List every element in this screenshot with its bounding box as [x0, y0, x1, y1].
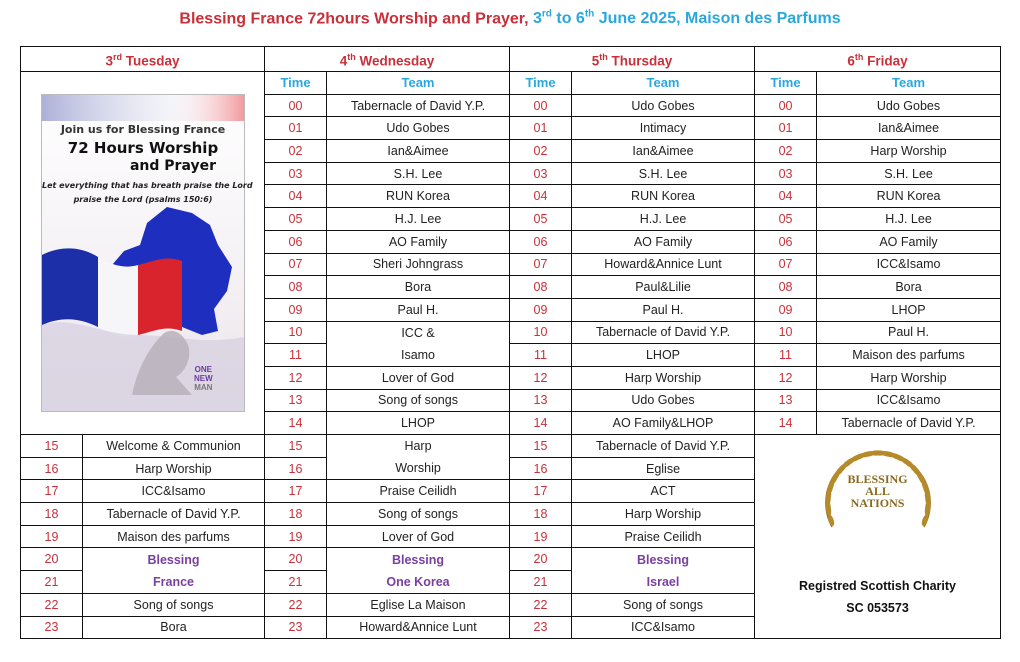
team-cell: Song of songs [327, 389, 510, 412]
day-header-row [21, 47, 1001, 72]
time-cell: 12 [265, 366, 327, 389]
time-cell: 06 [755, 230, 817, 253]
time-cell: 15 [21, 435, 83, 458]
time-cell: 14 [265, 412, 327, 435]
team-cell: RUN Korea [817, 185, 1001, 208]
team-cell: S.H. Lee [817, 162, 1001, 185]
team-cell: RUN Korea [327, 185, 510, 208]
time-cell: 22 [21, 593, 83, 616]
team-cell: Tabernacle of David Y.P. [327, 94, 510, 117]
event-dates: 3rd to 6th June 2025, Maison des Parfums [533, 9, 841, 28]
day-header [21, 47, 265, 72]
time-cell: 08 [510, 276, 572, 299]
time-cell: 23 [265, 616, 327, 639]
time-cell: 04 [265, 185, 327, 208]
team-cell: Howard&Annice Lunt [327, 616, 510, 639]
time-column-header: Time [510, 72, 572, 95]
day-suffix: th [599, 51, 608, 62]
time-cell: 21 [265, 571, 327, 594]
column-header-row [21, 72, 1001, 95]
time-cell: 16 [510, 457, 572, 480]
time-cell: 10 [755, 321, 817, 344]
team-cell: AO Family [572, 230, 755, 253]
team-cell: Isamo [327, 344, 510, 367]
team-cell: Bora [83, 616, 265, 639]
day-name: Tuesday [125, 53, 180, 69]
time-cell: 19 [510, 525, 572, 548]
team-cell: H.J. Lee [817, 208, 1001, 231]
team-cell: ICC&Isamo [83, 480, 265, 503]
time-cell: 13 [265, 389, 327, 412]
team-cell: Paul H. [817, 321, 1001, 344]
team-cell: ICC & [327, 321, 510, 344]
poster-line-5: praise the Lord (psalms 150:6) [73, 195, 213, 204]
time-cell: 13 [755, 389, 817, 412]
team-cell: ICC&Isamo [572, 616, 755, 639]
team-cell: Tabernacle of David Y.P. [817, 412, 1001, 435]
team-cell: Israel [572, 571, 755, 594]
time-cell: 07 [265, 253, 327, 276]
flag-blue [42, 248, 98, 327]
day-number: 5 [591, 53, 600, 69]
team-cell: Blessing [572, 548, 755, 571]
time-cell: 02 [510, 140, 572, 163]
team-cell: AO Family [817, 230, 1001, 253]
poster-cell [21, 72, 265, 435]
poster-line-3: and Prayer [129, 158, 217, 174]
team-cell: Udo Gobes [572, 389, 755, 412]
day-name: Wednesday [359, 53, 435, 69]
team-cell: Lover of God [327, 366, 510, 389]
day-suffix: rd [112, 51, 122, 62]
time-cell: 21 [510, 571, 572, 594]
team-cell: H.J. Lee [572, 208, 755, 231]
team-cell: Harp [327, 435, 510, 458]
team-cell: Tabernacle of David Y.P. [572, 435, 755, 458]
time-cell: 06 [265, 230, 327, 253]
time-cell: 02 [265, 140, 327, 163]
team-cell: Intimacy [572, 117, 755, 140]
team-cell: S.H. Lee [327, 162, 510, 185]
day-number: 3 [105, 53, 113, 69]
hour-row [21, 435, 1001, 458]
team-cell: ACT [572, 480, 755, 503]
team-cell: Song of songs [83, 593, 265, 616]
team-cell: H.J. Lee [327, 208, 510, 231]
time-cell: 16 [265, 457, 327, 480]
time-cell: 07 [510, 253, 572, 276]
time-cell: 03 [755, 162, 817, 185]
time-cell: 09 [755, 298, 817, 321]
time-cell: 00 [510, 94, 572, 117]
team-cell: Tabernacle of David Y.P. [572, 321, 755, 344]
day-suffix: th [347, 51, 356, 62]
day-header [510, 47, 755, 72]
time-cell: 22 [265, 593, 327, 616]
time-cell: 12 [755, 366, 817, 389]
time-cell: 11 [755, 344, 817, 367]
team-cell: AO Family [327, 230, 510, 253]
time-cell: 14 [755, 412, 817, 435]
time-cell: 04 [755, 185, 817, 208]
day-name: Thursday [611, 53, 673, 69]
team-cell: LHOP [327, 412, 510, 435]
time-cell: 10 [510, 321, 572, 344]
team-cell: Harp Worship [817, 140, 1001, 163]
day-number: 6 [847, 53, 855, 69]
flag-white [98, 257, 138, 337]
logo-line-1: BLESSING [847, 472, 908, 486]
logo-line-3: NATIONS [850, 496, 905, 510]
team-cell: Paul H. [327, 298, 510, 321]
time-cell: 02 [755, 140, 817, 163]
time-cell: 15 [265, 435, 327, 458]
time-cell: 05 [510, 208, 572, 231]
team-cell: Bora [817, 276, 1001, 299]
team-cell: LHOP [817, 298, 1001, 321]
team-cell: Blessing [83, 548, 265, 571]
time-cell: 17 [510, 480, 572, 503]
charity-line-1: Registred Scottish Charity [799, 579, 957, 593]
time-cell: 04 [510, 185, 572, 208]
time-cell: 03 [510, 162, 572, 185]
time-cell: 20 [510, 548, 572, 571]
team-cell: ICC&Isamo [817, 389, 1001, 412]
day-name: Friday [867, 53, 908, 69]
event-title: Blessing France 72hours Worship and Prayer, [179, 10, 529, 28]
team-cell: Song of songs [572, 593, 755, 616]
team-cell: Worship [327, 457, 510, 480]
team-cell: Udo Gobes [327, 117, 510, 140]
time-cell: 01 [265, 117, 327, 140]
day-number: 4 [339, 53, 348, 69]
logo-cell [755, 435, 1001, 639]
time-column-header: Time [755, 72, 817, 95]
time-cell: 16 [21, 457, 83, 480]
team-column-header: Team [572, 72, 755, 95]
team-cell: Harp Worship [817, 366, 1001, 389]
one-new-man-badge: ONE NEW MAN [194, 365, 213, 392]
time-cell: 13 [510, 389, 572, 412]
time-cell: 23 [21, 616, 83, 639]
time-cell: 23 [510, 616, 572, 639]
team-column-header: Team [327, 72, 510, 95]
team-cell: Ian&Aimee [817, 117, 1001, 140]
team-cell: Lover of God [327, 525, 510, 548]
team-cell: Eglise [572, 457, 755, 480]
team-cell: AO Family&LHOP [572, 412, 755, 435]
team-cell: Udo Gobes [817, 94, 1001, 117]
team-cell: Ian&Aimee [572, 140, 755, 163]
time-cell: 22 [510, 593, 572, 616]
time-cell: 05 [755, 208, 817, 231]
time-cell: 05 [265, 208, 327, 231]
charity-number: SC 053573 [846, 601, 909, 615]
team-cell: Howard&Annice Lunt [572, 253, 755, 276]
team-cell: Udo Gobes [572, 94, 755, 117]
team-cell: Tabernacle of David Y.P. [83, 503, 265, 526]
team-cell: Ian&Aimee [327, 140, 510, 163]
event-poster [41, 94, 253, 412]
team-cell: Sheri Johngrass [327, 253, 510, 276]
time-cell: 17 [265, 480, 327, 503]
logo-line-2: ALL [865, 484, 890, 498]
time-cell: 21 [21, 571, 83, 594]
time-cell: 11 [265, 344, 327, 367]
time-cell: 07 [755, 253, 817, 276]
team-cell: Welcome & Communion [83, 435, 265, 458]
time-cell: 01 [510, 117, 572, 140]
day-header [755, 47, 1001, 72]
team-cell: France [83, 571, 265, 594]
team-cell: Eglise La Maison [327, 593, 510, 616]
time-cell: 00 [265, 94, 327, 117]
team-column-header: Team [817, 72, 1001, 95]
team-cell: Praise Ceilidh [572, 525, 755, 548]
flag-red [138, 258, 182, 335]
time-cell: 10 [265, 321, 327, 344]
team-cell: Harp Worship [83, 457, 265, 480]
team-cell: Paul&Lilie [572, 276, 755, 299]
time-cell: 00 [755, 94, 817, 117]
team-cell: ICC&Isamo [817, 253, 1001, 276]
team-cell: RUN Korea [572, 185, 755, 208]
schedule-table [20, 46, 1001, 639]
team-cell: Blessing [327, 548, 510, 571]
team-cell: Paul H. [572, 298, 755, 321]
team-cell: Harp Worship [572, 366, 755, 389]
team-cell: Bora [327, 276, 510, 299]
team-cell: Praise Ceilidh [327, 480, 510, 503]
time-cell: 15 [510, 435, 572, 458]
time-cell: 08 [755, 276, 817, 299]
team-cell: S.H. Lee [572, 162, 755, 185]
time-cell: 12 [510, 366, 572, 389]
time-cell: 17 [21, 480, 83, 503]
poster-line-1: Join us for Blessing France [60, 123, 226, 136]
day-suffix: th [854, 51, 864, 62]
day-header [265, 47, 510, 72]
time-cell: 06 [510, 230, 572, 253]
time-cell: 14 [510, 412, 572, 435]
time-column-header: Time [265, 72, 327, 95]
time-cell: 20 [21, 548, 83, 571]
time-cell: 08 [265, 276, 327, 299]
time-cell: 19 [21, 525, 83, 548]
time-cell: 18 [21, 503, 83, 526]
team-cell: One Korea [327, 571, 510, 594]
team-cell: Maison des parfums [817, 344, 1001, 367]
time-cell: 01 [755, 117, 817, 140]
time-cell: 18 [510, 503, 572, 526]
team-cell: Harp Worship [572, 503, 755, 526]
team-cell: LHOP [572, 344, 755, 367]
time-cell: 19 [265, 525, 327, 548]
time-cell: 20 [265, 548, 327, 571]
time-cell: 09 [510, 298, 572, 321]
time-cell: 03 [265, 162, 327, 185]
time-cell: 11 [510, 344, 572, 367]
page-title [0, 9, 1020, 28]
poster-line-2: 72 Hours Worship [67, 139, 219, 157]
team-cell: Song of songs [327, 503, 510, 526]
time-cell: 09 [265, 298, 327, 321]
time-cell: 18 [265, 503, 327, 526]
poster-line-4: Let everything that has breath praise the Lord [42, 181, 253, 190]
team-cell: Maison des parfums [83, 525, 265, 548]
